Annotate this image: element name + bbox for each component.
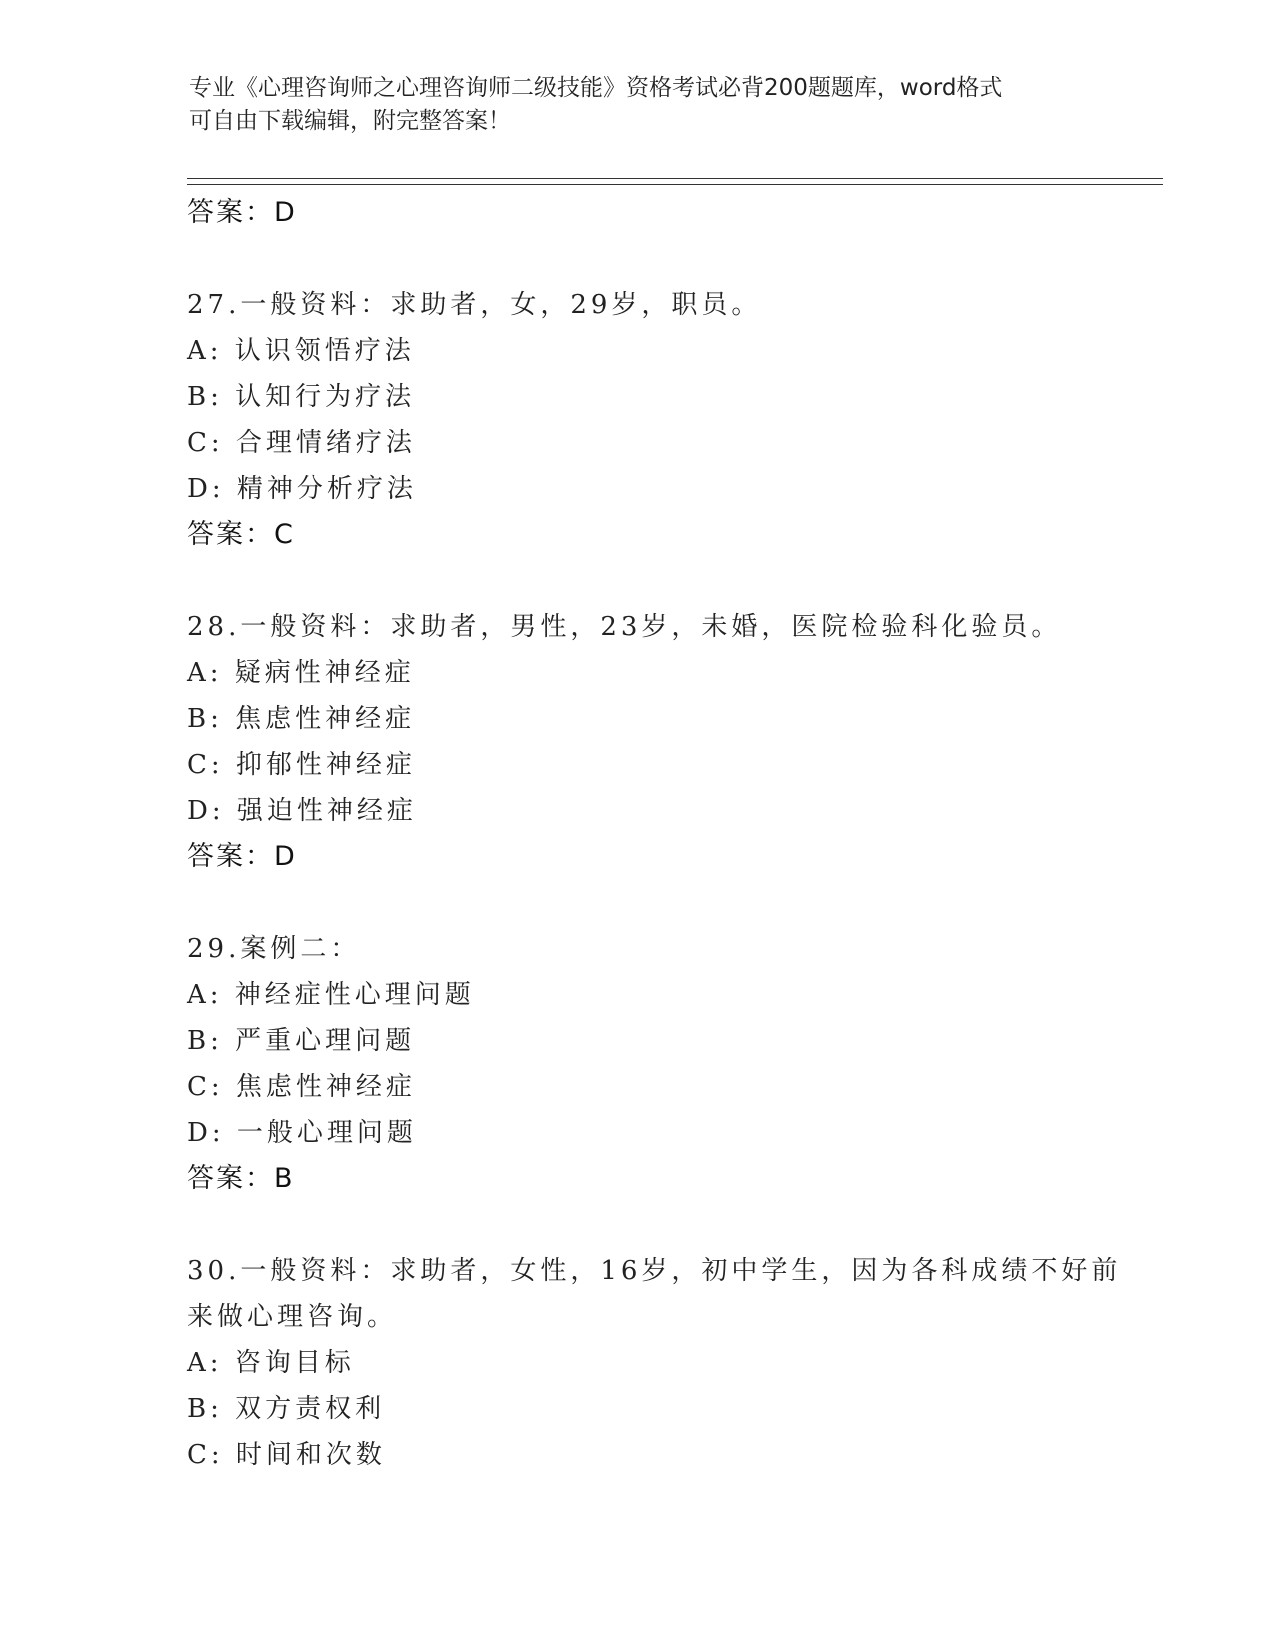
option-d: D: 精神分析疗法 bbox=[187, 474, 417, 504]
question-stem: 29.案例二： bbox=[187, 934, 361, 964]
header-line-1: 专业《心理咨询师之心理咨询师二级技能》资格考试必背200题题库，word格式 bbox=[189, 75, 1003, 101]
question-30 bbox=[187, 1248, 1127, 1478]
answer-label: 答案：B bbox=[187, 1163, 295, 1194]
header-divider-top bbox=[187, 178, 1163, 179]
question-stem-line-2: 来做心理咨询。 bbox=[187, 1302, 398, 1332]
document-header bbox=[189, 72, 1089, 138]
option-b: B: 严重心理问题 bbox=[187, 1026, 416, 1056]
option-c: C: 时间和次数 bbox=[187, 1440, 386, 1470]
option-b: B: 认知行为疗法 bbox=[187, 382, 416, 412]
option-b: B: 焦虑性神经症 bbox=[187, 704, 416, 734]
option-a: A: 咨询目标 bbox=[187, 1348, 355, 1378]
answer-label: 答案：D bbox=[187, 841, 297, 872]
question-stem-line-1: 30.一般资料：求助者，女性，16岁，初中学生，因为各科成绩不好前 bbox=[187, 1256, 1122, 1286]
header-line-2: 可自由下载编辑，附完整答案！ bbox=[189, 108, 511, 134]
question-27 bbox=[187, 282, 1127, 558]
question-28 bbox=[187, 604, 1127, 880]
option-d: D: 强迫性神经症 bbox=[187, 796, 417, 826]
spacer bbox=[187, 236, 1127, 282]
option-c: C: 合理情绪疗法 bbox=[187, 428, 416, 458]
option-b: B: 双方责权利 bbox=[187, 1394, 386, 1424]
answer-label: 答案：C bbox=[187, 519, 295, 550]
question-stem: 27.一般资料：求助者，女，29岁，职员。 bbox=[187, 290, 762, 320]
question-list bbox=[187, 190, 1127, 1478]
answer-label: 答案：D bbox=[187, 197, 297, 228]
spacer bbox=[187, 880, 1127, 926]
question-stem: 28.一般资料：求助者，男性，23岁，未婚，医院检验科化验员。 bbox=[187, 612, 1062, 642]
option-c: C: 焦虑性神经症 bbox=[187, 1072, 416, 1102]
spacer bbox=[187, 1202, 1127, 1248]
option-c: C: 抑郁性神经症 bbox=[187, 750, 416, 780]
option-a: A: 认识领悟疗法 bbox=[187, 336, 415, 366]
header-divider-bottom bbox=[187, 184, 1163, 185]
option-d: D: 一般心理问题 bbox=[187, 1118, 417, 1148]
option-a: A: 疑病性神经症 bbox=[187, 658, 415, 688]
spacer bbox=[187, 558, 1127, 604]
option-a: A: 神经症性心理问题 bbox=[187, 980, 475, 1010]
question-29 bbox=[187, 926, 1127, 1202]
